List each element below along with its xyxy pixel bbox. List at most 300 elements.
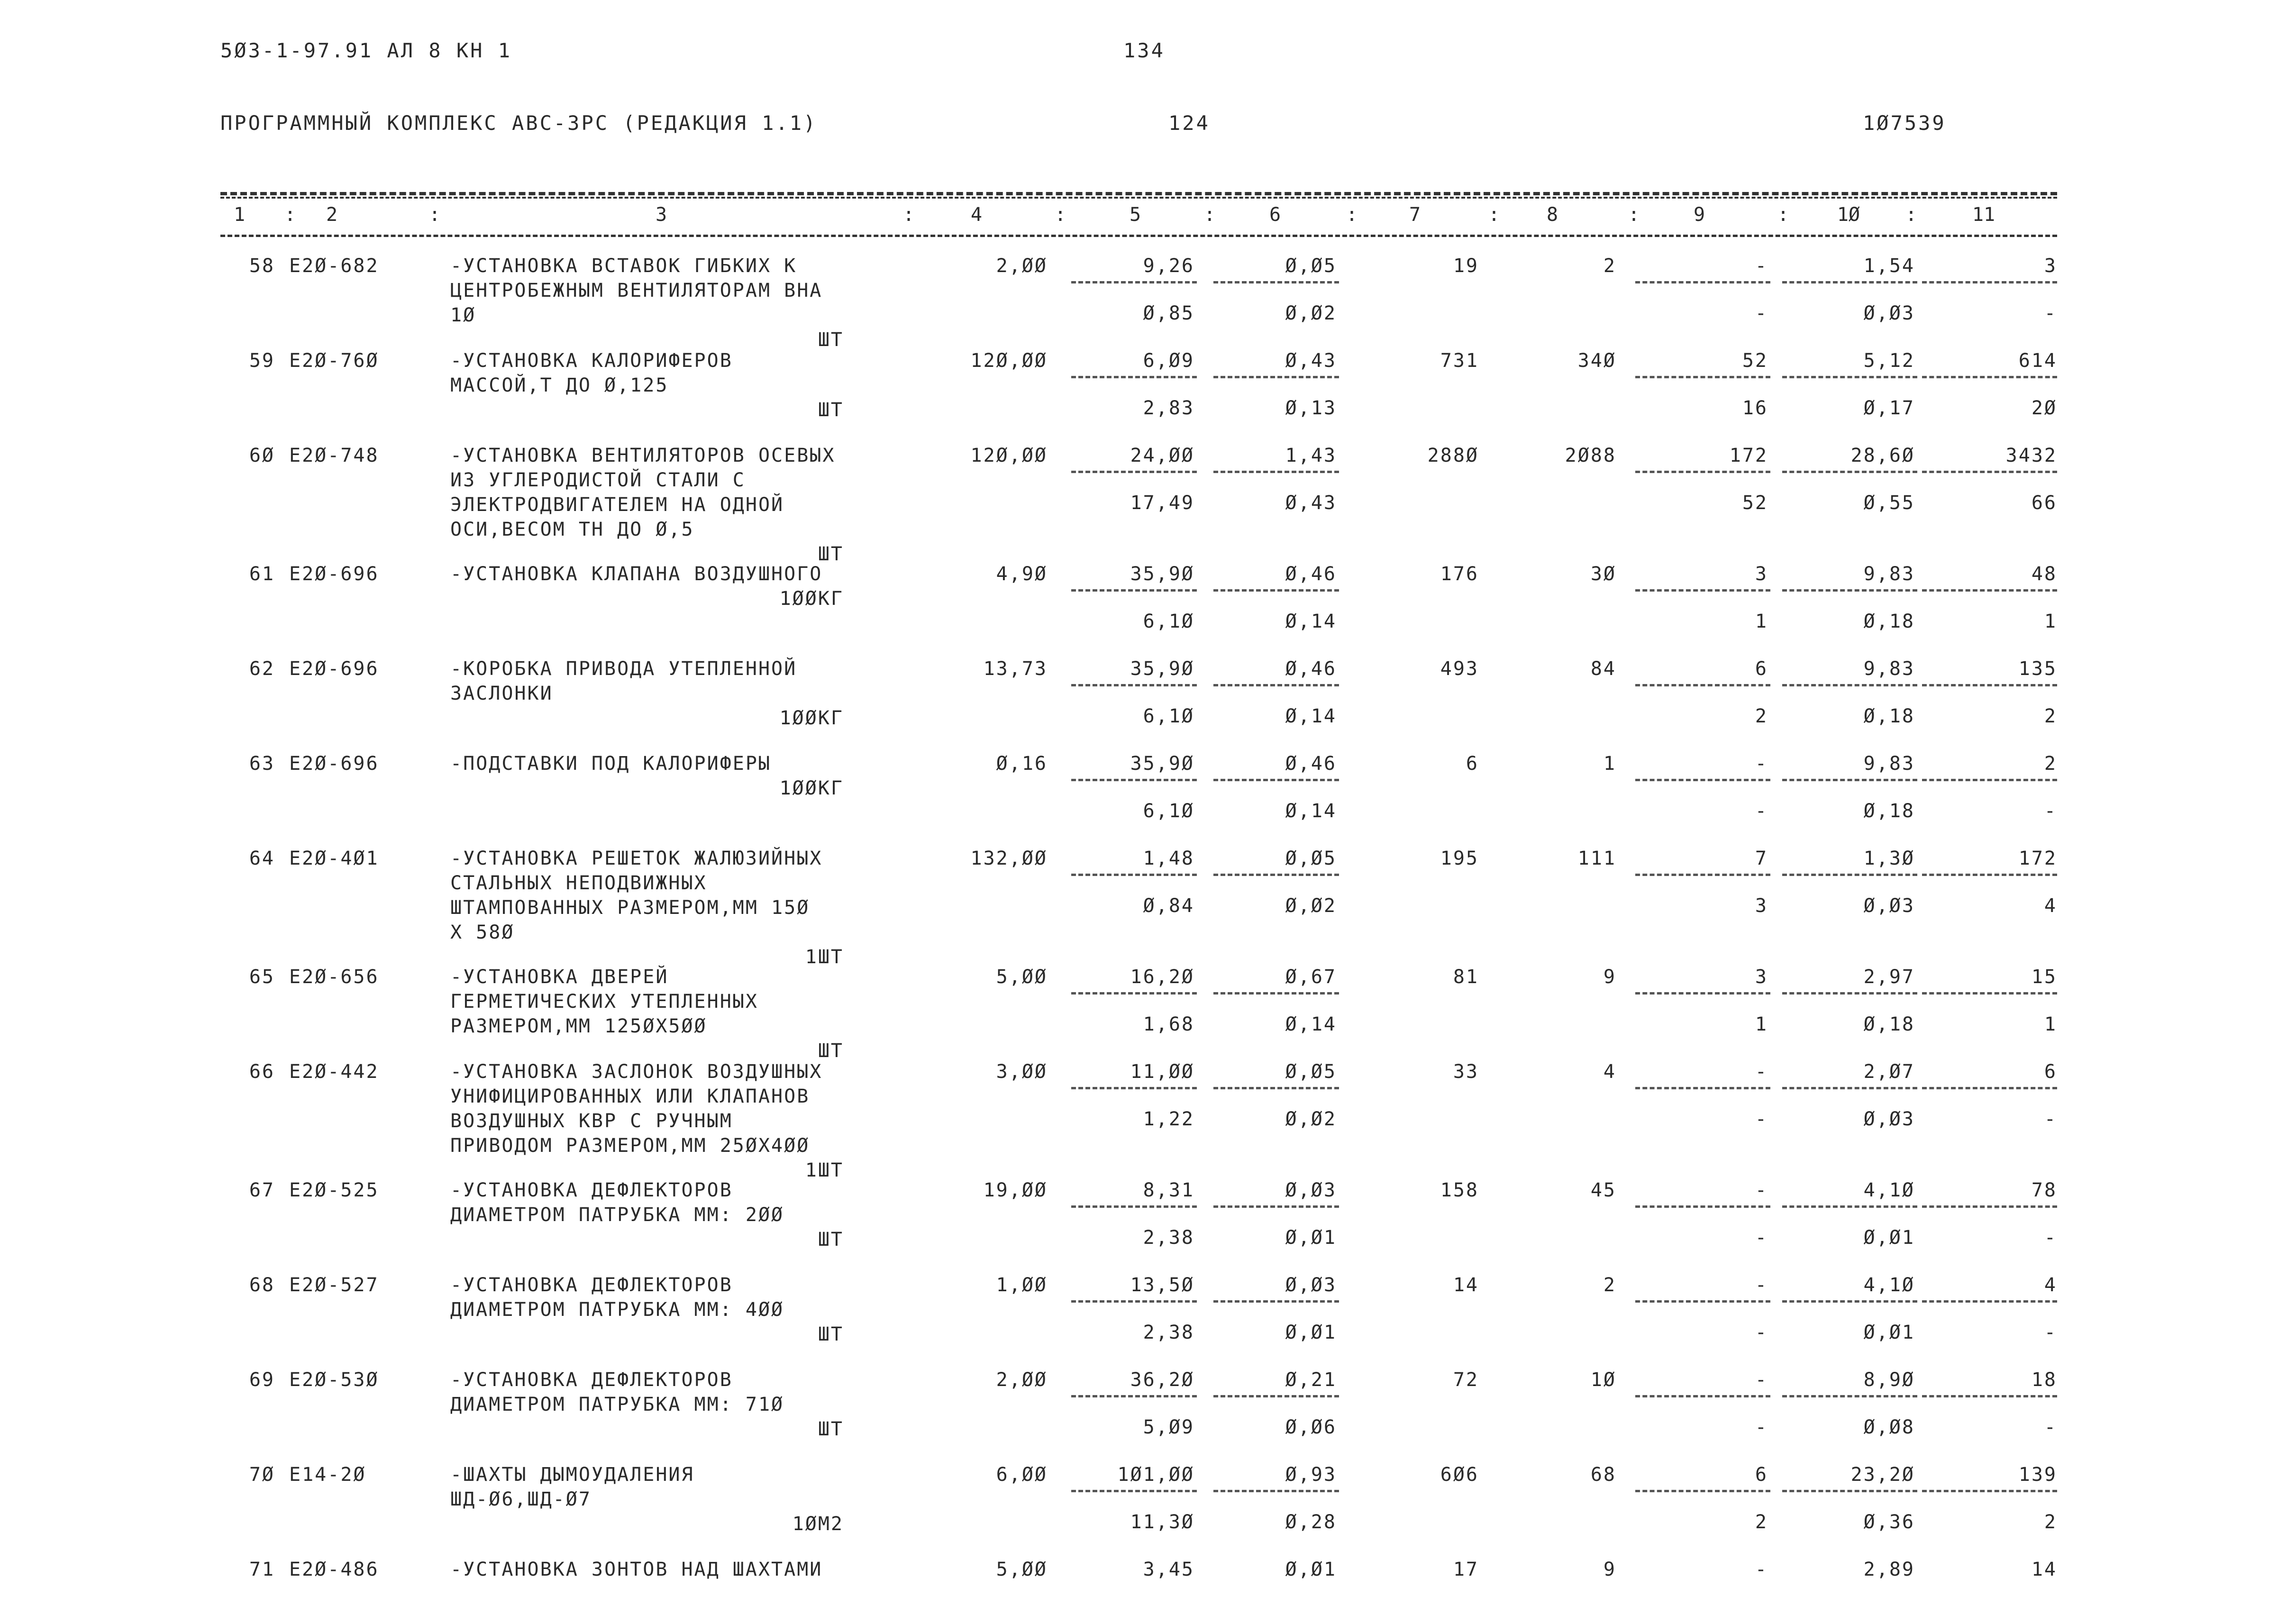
wage-machine: Ø,Ø2 [1285, 1108, 1337, 1130]
unit-of-measure: ШТ [818, 1040, 844, 1062]
machine-wages: 2 [1755, 705, 1768, 727]
work-description: -УСТАНОВКА ДЕФЛЕКТОРОВ [450, 1179, 733, 1201]
work-description: ДИАМЕТРОМ ПАТРУБКА ММ: 71Ø [450, 1394, 784, 1415]
total-cost: 158 [1440, 1179, 1479, 1201]
work-description: ЗАСЛОНКИ [450, 683, 553, 704]
row-number: 67 [249, 1179, 275, 1201]
unit-price-total: 1Ø1,ØØ [1117, 1464, 1194, 1486]
norm-code: Е2Ø-486 [289, 1559, 379, 1580]
labor-total: 139 [2018, 1464, 2057, 1486]
wage-price: Ø,Ø5 [1285, 848, 1337, 869]
labor-norm: 5,12 [1863, 350, 1915, 372]
labor-total: 172 [2018, 848, 2057, 869]
cell-divider [1922, 1205, 2057, 1208]
unit-price-total: 8,31 [1143, 1179, 1194, 1201]
wage-machine: Ø,14 [1285, 800, 1337, 822]
cell-divider [1782, 1300, 1917, 1303]
work-description: -УСТАНОВКА ДЕФЛЕКТОРОВ [450, 1274, 733, 1296]
cell-divider [1782, 1205, 1917, 1208]
column-header-10: 1Ø [1837, 204, 1860, 226]
machine-cost: 6 [1755, 1464, 1768, 1486]
cell-divider [1213, 376, 1339, 378]
machine-wages: 16 [1742, 397, 1768, 419]
work-description: -УСТАНОВКА КАЛОРИФЕРОВ [450, 350, 733, 372]
total-cost: 14 [1453, 1274, 1479, 1296]
wages-cost: 1 [1603, 753, 1616, 775]
labor-machine-total: 1 [2044, 611, 2057, 632]
labor-machine-norm: Ø,Ø3 [1863, 1108, 1915, 1130]
column-header-9: 9 [1693, 204, 1705, 226]
column-separator: : [1488, 204, 1500, 226]
work-description: -УСТАНОВКА ВЕНТИЛЯТОРОВ ОСЕВЫХ [450, 445, 836, 466]
total-cost: 288Ø [1427, 445, 1479, 466]
machine-cost: - [1755, 1369, 1768, 1391]
labor-norm: 8,9Ø [1863, 1369, 1915, 1391]
unit-price-total: 1,48 [1143, 848, 1194, 869]
cell-divider [1922, 589, 2057, 592]
unit-price-total: 35,9Ø [1130, 658, 1194, 680]
wage-price: Ø,Ø1 [1285, 1559, 1337, 1580]
unit-price-machine: Ø,84 [1143, 895, 1194, 917]
quantity: 2,ØØ [996, 1369, 1048, 1391]
unit-price-total: 16,2Ø [1130, 966, 1194, 988]
cell-divider [1635, 471, 1770, 473]
unit-price-total: 35,9Ø [1130, 563, 1194, 585]
cell-divider [1922, 1490, 2057, 1492]
wages-cost: 84 [1590, 658, 1616, 680]
cell-divider [1213, 1490, 1339, 1492]
wage-price: Ø,Ø3 [1285, 1179, 1337, 1201]
machine-wages: - [1755, 1108, 1768, 1130]
unit-price-machine: 1,68 [1143, 1013, 1194, 1035]
norm-code: Е2Ø-76Ø [289, 350, 379, 372]
total-cost: 731 [1440, 350, 1479, 372]
unit-of-measure: ШТ [818, 1418, 844, 1440]
unit-of-measure: 1ØØКГ [779, 707, 844, 729]
wage-price: 1,43 [1285, 445, 1337, 466]
quantity: 5,ØØ [996, 966, 1048, 988]
cell-divider [1213, 281, 1339, 283]
cell-divider [1635, 992, 1770, 994]
wage-price: Ø,Ø5 [1285, 1061, 1337, 1083]
quantity: 1,ØØ [996, 1274, 1048, 1296]
labor-norm: 9,83 [1863, 753, 1915, 775]
labor-machine-total: - [2044, 800, 2057, 822]
work-description: -ПОДСТАВКИ ПОД КАЛОРИФЕРЫ [450, 753, 772, 775]
unit-of-measure: ШТ [818, 1229, 844, 1250]
quantity: 12Ø,ØØ [970, 445, 1048, 466]
cell-divider [1213, 779, 1339, 781]
column-header-2: 2 [326, 204, 338, 226]
machine-cost: 172 [1729, 445, 1768, 466]
labor-total: 78 [2031, 1179, 2057, 1201]
row-number: 62 [249, 658, 275, 680]
work-description: ПРИВОДОМ РАЗМЕРОМ,ММ 25ØХ4ØØ [450, 1135, 810, 1157]
work-description: ЦЕНТРОБЕЖНЫМ ВЕНТИЛЯТОРАМ ВНА [450, 280, 823, 301]
labor-norm: 2,97 [1863, 966, 1915, 988]
norm-code: Е2Ø-527 [289, 1274, 379, 1296]
wages-cost: 34Ø [1577, 350, 1616, 372]
cell-divider [1922, 684, 2057, 686]
work-description: ДИАМЕТРОМ ПАТРУБКА ММ: 4ØØ [450, 1299, 784, 1321]
quantity: 2,ØØ [996, 255, 1048, 277]
labor-norm: 4,1Ø [1863, 1179, 1915, 1201]
wage-price: Ø,46 [1285, 753, 1337, 775]
cell-divider [1922, 1395, 2057, 1397]
machine-cost: - [1755, 255, 1768, 277]
norm-code: Е2Ø-748 [289, 445, 379, 466]
table-top-rule [220, 192, 2057, 195]
column-header-4: 4 [970, 204, 983, 226]
machine-wages: 52 [1742, 492, 1768, 514]
labor-total: 15 [2031, 966, 2057, 988]
machine-cost: 52 [1742, 350, 1768, 372]
wages-cost: 4 [1603, 1061, 1616, 1083]
cell-divider [1071, 992, 1197, 994]
work-description: ШД-Ø6,ШД-Ø7 [450, 1488, 592, 1510]
wage-machine: Ø,14 [1285, 1013, 1337, 1035]
labor-machine-total: - [2044, 1108, 2057, 1130]
machine-wages: - [1755, 302, 1768, 324]
unit-price-machine: 5,Ø9 [1143, 1416, 1194, 1438]
column-separator: : [1204, 204, 1216, 226]
work-description: УНИФИЦИРОВАННЫХ ИЛИ КЛАПАНОВ [450, 1086, 810, 1107]
row-number: 68 [249, 1274, 275, 1296]
work-description: ГЕРМЕТИЧЕСКИХ УТЕПЛЕННЫХ [450, 991, 758, 1013]
cell-divider [1635, 1300, 1770, 1303]
row-number: 69 [249, 1369, 275, 1391]
unit-of-measure: ШТ [818, 329, 844, 351]
table-header-rule [220, 235, 2057, 237]
labor-total: 6 [2044, 1061, 2057, 1083]
work-description: СТАЛЬНЫХ НЕПОДВИЖНЫХ [450, 872, 707, 894]
labor-norm: 9,83 [1863, 563, 1915, 585]
unit-price-total: 13,5Ø [1130, 1274, 1194, 1296]
cell-divider [1635, 589, 1770, 592]
wage-price: Ø,46 [1285, 563, 1337, 585]
total-cost: 17 [1453, 1559, 1479, 1580]
row-number: 61 [249, 563, 275, 585]
wage-machine: Ø,14 [1285, 705, 1337, 727]
norm-code: Е2Ø-696 [289, 658, 379, 680]
cell-divider [1635, 1087, 1770, 1089]
norm-code: Е2Ø-696 [289, 563, 379, 585]
unit-of-measure: 1ШТ [805, 1159, 844, 1181]
labor-machine-total: - [2044, 302, 2057, 324]
column-separator: : [903, 204, 915, 226]
quantity: 4,9Ø [996, 563, 1048, 585]
cell-divider [1635, 684, 1770, 686]
wage-machine: Ø,Ø1 [1285, 1322, 1337, 1343]
machine-cost: 7 [1755, 848, 1768, 869]
page-number: 134 [1123, 39, 1165, 62]
column-separator: : [284, 204, 296, 226]
work-description: ДИАМЕТРОМ ПАТРУБКА ММ: 2ØØ [450, 1204, 784, 1226]
norm-code: Е2Ø-525 [289, 1179, 379, 1201]
cell-divider [1635, 1490, 1770, 1492]
column-header-1: 1 [233, 204, 246, 226]
work-description: РАЗМЕРОМ,ММ 125ØХ5ØØ [450, 1015, 707, 1037]
wage-machine: Ø,Ø2 [1285, 302, 1337, 324]
work-description: -УСТАНОВКА РЕШЕТОК ЖАЛЮЗИЙНЫХ [450, 848, 823, 869]
unit-price-machine: 2,38 [1143, 1227, 1194, 1249]
work-description: ШТАМПОВАННЫХ РАЗМЕРОМ,ММ 15Ø [450, 897, 810, 919]
cell-divider [1635, 874, 1770, 876]
unit-of-measure: 1ØМ2 [792, 1513, 844, 1535]
machine-wages: - [1755, 1322, 1768, 1343]
cell-divider [1213, 589, 1339, 592]
wages-cost: 68 [1590, 1464, 1616, 1486]
labor-norm: 2,Ø7 [1863, 1061, 1915, 1083]
labor-norm: 2,89 [1863, 1559, 1915, 1580]
quantity: 19,ØØ [983, 1179, 1048, 1201]
machine-cost: 6 [1755, 658, 1768, 680]
cell-divider [1071, 471, 1197, 473]
cell-divider [1922, 1300, 2057, 1303]
cell-divider [1635, 376, 1770, 378]
work-description: ИЗ УГЛЕРОДИСТОЙ СТАЛИ С [450, 469, 746, 491]
cell-divider [1782, 376, 1917, 378]
column-header-8: 8 [1546, 204, 1558, 226]
total-cost: 493 [1440, 658, 1479, 680]
machine-wages: - [1755, 800, 1768, 822]
cell-divider [1922, 376, 2057, 378]
labor-total: 3432 [2005, 445, 2057, 466]
cell-divider [1782, 779, 1917, 781]
wages-cost: 2 [1603, 255, 1616, 277]
column-separator: : [429, 204, 441, 226]
unit-price-total: 24,ØØ [1130, 445, 1194, 466]
wage-price: Ø,Ø5 [1285, 255, 1337, 277]
cell-divider [1782, 874, 1917, 876]
cell-divider [1071, 281, 1197, 283]
work-description: ЭЛЕКТРОДВИГАТЕЛЕМ НА ОДНОЙ [450, 494, 784, 516]
row-number: 59 [249, 350, 275, 372]
norm-code: Е2Ø-696 [289, 753, 379, 775]
unit-price-total: 36,2Ø [1130, 1369, 1194, 1391]
cell-divider [1635, 281, 1770, 283]
labor-machine-total: 2 [2044, 1511, 2057, 1533]
cell-divider [1922, 779, 2057, 781]
cell-divider [1213, 1087, 1339, 1089]
labor-norm: 28,6Ø [1850, 445, 1915, 466]
unit-of-measure: 1ØØКГ [779, 588, 844, 610]
norm-code: Е2Ø-4Ø1 [289, 848, 379, 869]
cell-divider [1071, 1490, 1197, 1492]
unit-price-machine: 17,49 [1130, 492, 1194, 514]
labor-machine-total: 66 [2031, 492, 2057, 514]
labor-norm: 1,3Ø [1863, 848, 1915, 869]
unit-price-total: 9,26 [1143, 255, 1194, 277]
cell-divider [1071, 376, 1197, 378]
unit-price-machine: 11,3Ø [1130, 1511, 1194, 1533]
machine-wages: 2 [1755, 1511, 1768, 1533]
wage-machine: Ø,28 [1285, 1511, 1337, 1533]
work-description: -ШАХТЫ ДЫМОУДАЛЕНИЯ [450, 1464, 694, 1486]
total-cost: 176 [1440, 563, 1479, 585]
wages-cost: 1Ø [1590, 1369, 1616, 1391]
wage-price: Ø,67 [1285, 966, 1337, 988]
machine-cost: - [1755, 1559, 1768, 1580]
labor-total: 3 [2044, 255, 2057, 277]
wage-machine: Ø,Ø1 [1285, 1227, 1337, 1249]
labor-total: 2 [2044, 753, 2057, 775]
unit-price-machine: 1,22 [1143, 1108, 1194, 1130]
cell-divider [1782, 992, 1917, 994]
column-header-3: 3 [655, 204, 667, 226]
quantity: 6,ØØ [996, 1464, 1048, 1486]
quantity: 12Ø,ØØ [970, 350, 1048, 372]
wage-machine: Ø,Ø6 [1285, 1416, 1337, 1438]
labor-machine-total: - [2044, 1227, 2057, 1249]
unit-of-measure: 1ØØКГ [779, 777, 844, 799]
total-cost: 72 [1453, 1369, 1479, 1391]
machine-cost: - [1755, 753, 1768, 775]
unit-price-total: 3,45 [1143, 1559, 1194, 1580]
work-description: Х 58Ø [450, 921, 515, 943]
row-number: 66 [249, 1061, 275, 1083]
cell-divider [1782, 1395, 1917, 1397]
program-title: ПРОГРАММНЫЙ КОМПЛЕКС АВС-3РС (РЕДАКЦИЯ 1.1) [220, 111, 818, 135]
wages-cost: 9 [1603, 1559, 1616, 1580]
work-description: 1Ø [450, 304, 476, 326]
column-header-6: 6 [1269, 204, 1281, 226]
wages-cost: 3Ø [1590, 563, 1616, 585]
labor-norm: 1,54 [1863, 255, 1915, 277]
cell-divider [1782, 589, 1917, 592]
wage-price: Ø,21 [1285, 1369, 1337, 1391]
cell-divider [1213, 1300, 1339, 1303]
cell-divider [1213, 992, 1339, 994]
unit-price-machine: 6,1Ø [1143, 611, 1194, 632]
wage-machine: Ø,14 [1285, 611, 1337, 632]
norm-code: Е2Ø-442 [289, 1061, 379, 1083]
norm-code: Е2Ø-656 [289, 966, 379, 988]
labor-machine-norm: Ø,Ø3 [1863, 895, 1915, 917]
labor-total: 48 [2031, 563, 2057, 585]
wages-cost: 2Ø88 [1565, 445, 1616, 466]
total-cost: 19 [1453, 255, 1479, 277]
column-separator: : [1055, 204, 1066, 226]
work-description: ОСИ,ВЕСОМ ТН ДО Ø,5 [450, 519, 694, 540]
column-separator: : [1628, 204, 1640, 226]
row-number: 65 [249, 966, 275, 988]
cell-divider [1922, 281, 2057, 283]
machine-cost: - [1755, 1061, 1768, 1083]
work-description: -УСТАНОВКА ДЕФЛЕКТОРОВ [450, 1369, 733, 1391]
unit-of-measure: ШТ [818, 399, 844, 421]
unit-of-measure: ШТ [818, 1323, 844, 1345]
machine-cost: - [1755, 1179, 1768, 1201]
work-description: -УСТАНОВКА ВСТАВОК ГИБКИХ К [450, 255, 797, 277]
unit-price-machine: Ø,85 [1143, 302, 1194, 324]
unit-price-total: 6,Ø9 [1143, 350, 1194, 372]
cell-divider [1213, 1395, 1339, 1397]
row-number: 71 [249, 1559, 275, 1580]
cell-divider [1071, 1395, 1197, 1397]
total-cost: 6 [1466, 753, 1479, 775]
labor-machine-norm: Ø,18 [1863, 1013, 1915, 1035]
wage-price: Ø,46 [1285, 658, 1337, 680]
wages-cost: 2 [1603, 1274, 1616, 1296]
labor-machine-norm: Ø,Ø8 [1863, 1416, 1915, 1438]
cell-divider [1071, 1205, 1197, 1208]
labor-machine-norm: Ø,Ø1 [1863, 1227, 1915, 1249]
cell-divider [1782, 281, 1917, 283]
total-cost: 33 [1453, 1061, 1479, 1083]
cell-divider [1071, 1087, 1197, 1089]
labor-machine-norm: Ø,18 [1863, 705, 1915, 727]
labor-norm: 9,83 [1863, 658, 1915, 680]
total-cost: 195 [1440, 848, 1479, 869]
wage-machine: Ø,Ø2 [1285, 895, 1337, 917]
cell-divider [1213, 684, 1339, 686]
work-description: МАССОЙ,Т ДО Ø,125 [450, 374, 669, 396]
cell-divider [1071, 684, 1197, 686]
total-cost: 6Ø6 [1440, 1464, 1479, 1486]
labor-machine-total: 1 [2044, 1013, 2057, 1035]
norm-code: Е14-2Ø [289, 1464, 366, 1486]
work-description: -УСТАНОВКА ЗОНТОВ НАД ШАХТАМИ [450, 1559, 823, 1580]
labor-total: 14 [2031, 1559, 2057, 1580]
labor-machine-norm: Ø,55 [1863, 492, 1915, 514]
labor-machine-total: - [2044, 1322, 2057, 1343]
labor-norm: 4,1Ø [1863, 1274, 1915, 1296]
unit-price-machine: 6,1Ø [1143, 800, 1194, 822]
wage-machine: Ø,13 [1285, 397, 1337, 419]
wages-cost: 45 [1590, 1179, 1616, 1201]
unit-price-total: 35,9Ø [1130, 753, 1194, 775]
cell-divider [1635, 1395, 1770, 1397]
cell-divider [1782, 1087, 1917, 1089]
wage-machine: Ø,43 [1285, 492, 1337, 514]
wages-cost: 9 [1603, 966, 1616, 988]
work-description: -УСТАНОВКА ЗАСЛОНОК ВОЗДУШНЫХ [450, 1061, 823, 1083]
cell-divider [1071, 589, 1197, 592]
column-separator: : [1777, 204, 1789, 226]
machine-cost: 3 [1755, 563, 1768, 585]
cell-divider [1071, 779, 1197, 781]
quantity: 132,ØØ [970, 848, 1048, 869]
cell-divider [1922, 992, 2057, 994]
row-number: 64 [249, 848, 275, 869]
unit-price-machine: 6,1Ø [1143, 705, 1194, 727]
labor-machine-norm: Ø,17 [1863, 397, 1915, 419]
labor-norm: 23,2Ø [1850, 1464, 1915, 1486]
wages-cost: 111 [1577, 848, 1616, 869]
labor-machine-total: 4 [2044, 895, 2057, 917]
cell-divider [1635, 1205, 1770, 1208]
labor-machine-total: 2Ø [2031, 397, 2057, 419]
column-separator: : [1905, 204, 1917, 226]
unit-price-machine: 2,38 [1143, 1322, 1194, 1343]
quantity: 13,73 [983, 658, 1048, 680]
work-description: -КОРОБКА ПРИВОДА УТЕПЛЕННОЙ [450, 658, 797, 680]
cell-divider [1071, 1300, 1197, 1303]
machine-wages: 1 [1755, 1013, 1768, 1035]
unit-of-measure: ШТ [818, 543, 844, 565]
labor-machine-norm: Ø,18 [1863, 611, 1915, 632]
work-description: -УСТАНОВКА КЛАПАНА ВОЗДУШНОГО [450, 563, 823, 585]
unit-price-total: 11,ØØ [1130, 1061, 1194, 1083]
row-number: 58 [249, 255, 275, 277]
row-number: 7Ø [249, 1464, 275, 1486]
norm-code: Е2Ø-682 [289, 255, 379, 277]
quantity: Ø,16 [996, 753, 1048, 775]
sheet-number: 124 [1168, 111, 1210, 135]
labor-total: 614 [2018, 350, 2057, 372]
unit-of-measure: 1ШТ [805, 946, 844, 968]
